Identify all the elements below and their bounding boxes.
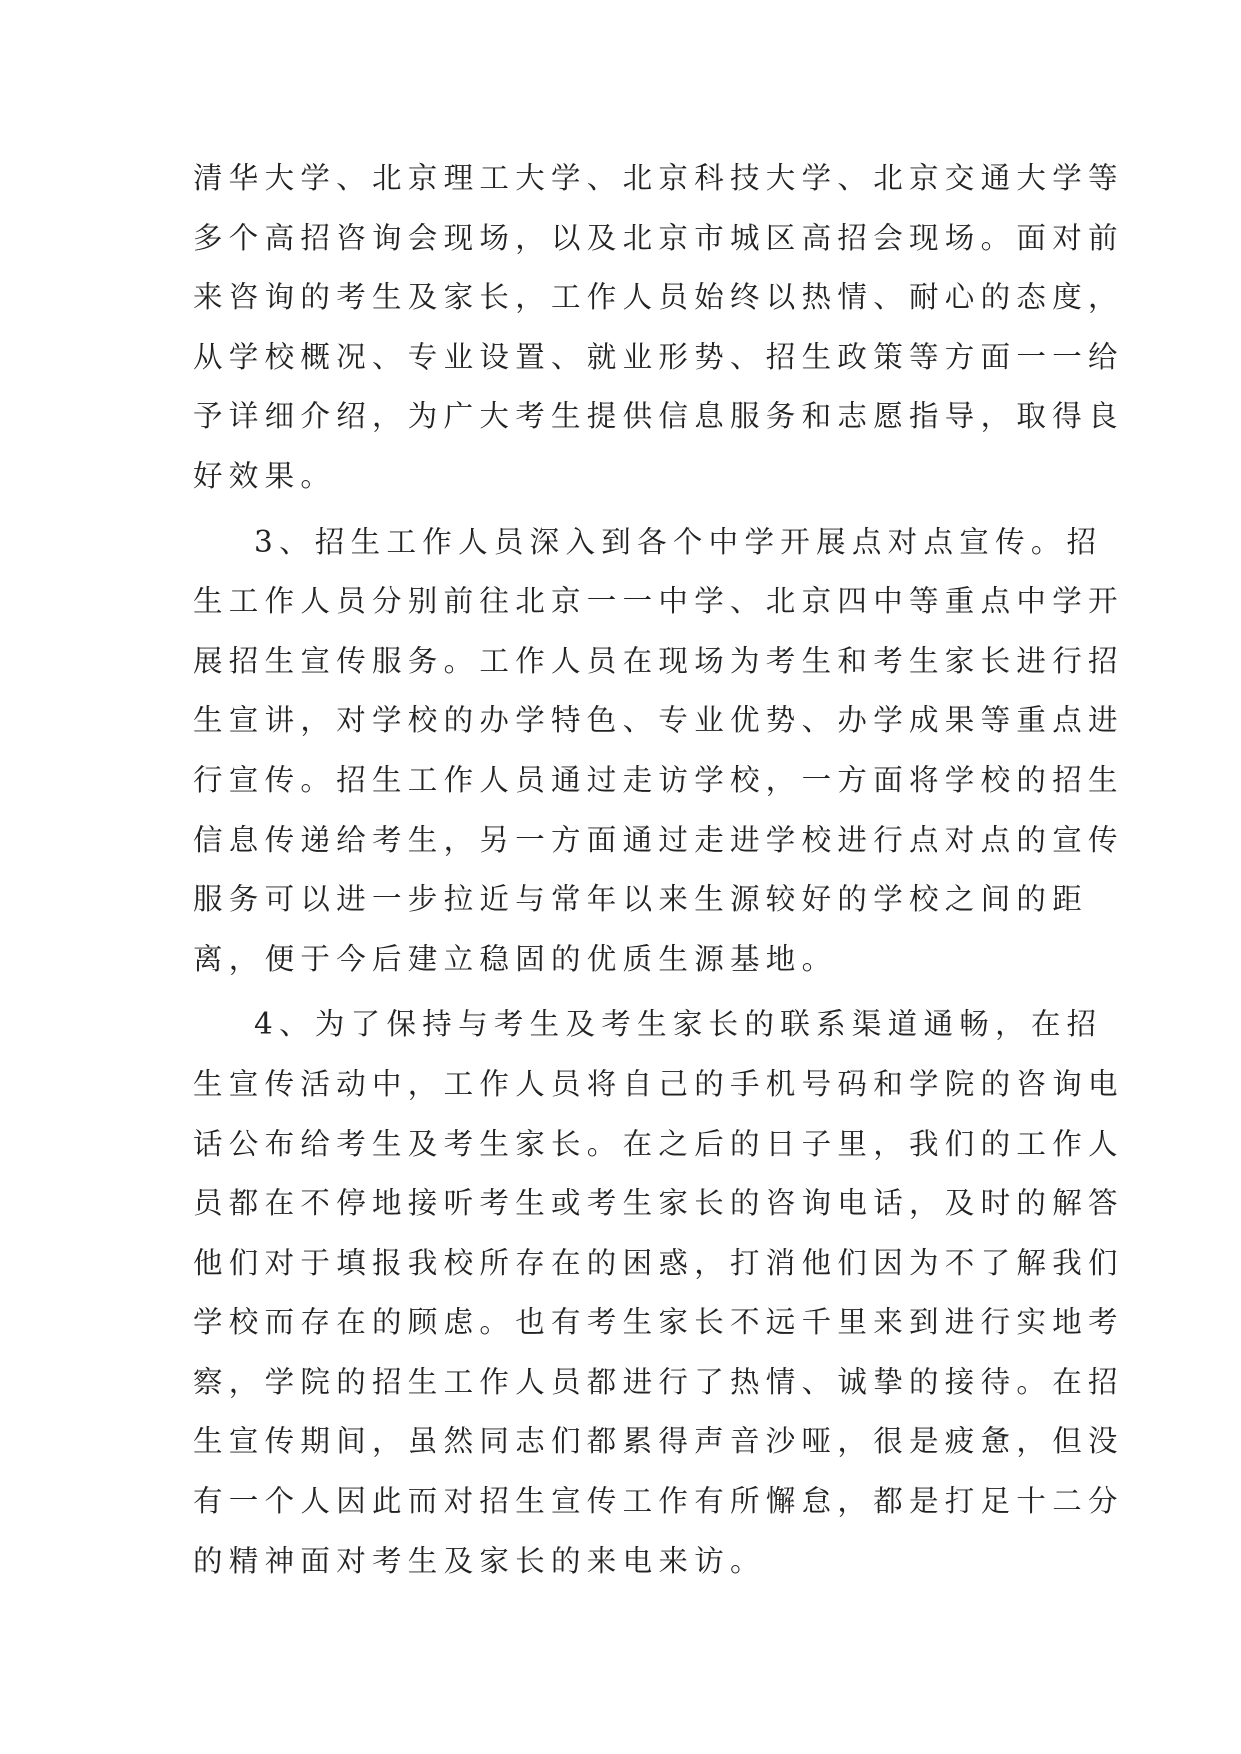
text-line: 察，学院的招生工作人员都进行了热情、诚挚的接待。在招 [193,1364,1124,1399]
paragraph-2 [193,522,1124,999]
text-line: 他们对于填报我校所存在的困惑，打消他们因为不了解我们 [193,1245,1124,1280]
text-line: 离，便于今后建立稳固的优质生源基地。 [193,941,838,976]
text-line: 4、为了保持与考生及考生家长的联系渠道通畅，在招 [254,1007,1103,1042]
text-line: 学校而存在的顾虑。也有考生家长不远千里来到进行实地考 [193,1305,1124,1340]
text-line: 的精神面对考生及家长的来电来访。 [193,1543,766,1578]
text-line: 员都在不停地接听考生或考生家长的咨询电话，及时的解答 [193,1186,1124,1221]
text-line: 予详细介绍，为广大考生提供信息服务和志愿指导，取得良 [193,399,1124,434]
text-line: 话公布给考生及考生家长。在之后的日子里，我们的工作人 [193,1126,1124,1161]
text-line: 展招生宣传服务。工作人员在现场为考生和考生家长进行招 [193,643,1124,678]
text-line: 好效果。 [193,458,337,493]
paragraph-3 [193,1004,1124,1600]
text-line: 3、招生工作人员深入到各个中学开展点对点宣传。招 [254,524,1103,559]
text-line: 从学校概况、专业设置、就业形势、招生政策等方面一一给 [193,339,1124,374]
text-line: 信息传递给考生，另一方面通过走进学校进行点对点的宣传 [193,822,1124,857]
text-line: 行宣传。招生工作人员通过走访学校，一方面将学校的招生 [193,762,1124,797]
text-line: 生宣传活动中，工作人员将自己的手机号码和学院的咨询电 [193,1066,1124,1101]
text-line: 生工作人员分别前往北京一一中学、北京四中等重点中学开 [193,584,1124,619]
document-body [193,158,1124,1606]
text-line: 多个高招咨询会现场，以及北京市城区高招会现场。面对前 [193,220,1124,255]
text-line: 服务可以进一步拉近与常年以来生源较好的学校之间的距 [193,882,1089,917]
paragraph-1 [193,158,1124,516]
text-line: 有一个人因此而对招生宣传工作有所懈怠，都是打足十二分 [193,1484,1124,1519]
text-line: 生宣传期间，虽然同志们都累得声音沙哑，很是疲惫，但没 [193,1424,1124,1459]
text-line: 生宣讲，对学校的办学特色、专业优势、办学成果等重点进 [193,703,1124,738]
text-line: 来咨询的考生及家长，工作人员始终以热情、耐心的态度， [193,280,1124,315]
text-line: 清华大学、北京理工大学、北京科技大学、北京交通大学等 [193,161,1124,195]
